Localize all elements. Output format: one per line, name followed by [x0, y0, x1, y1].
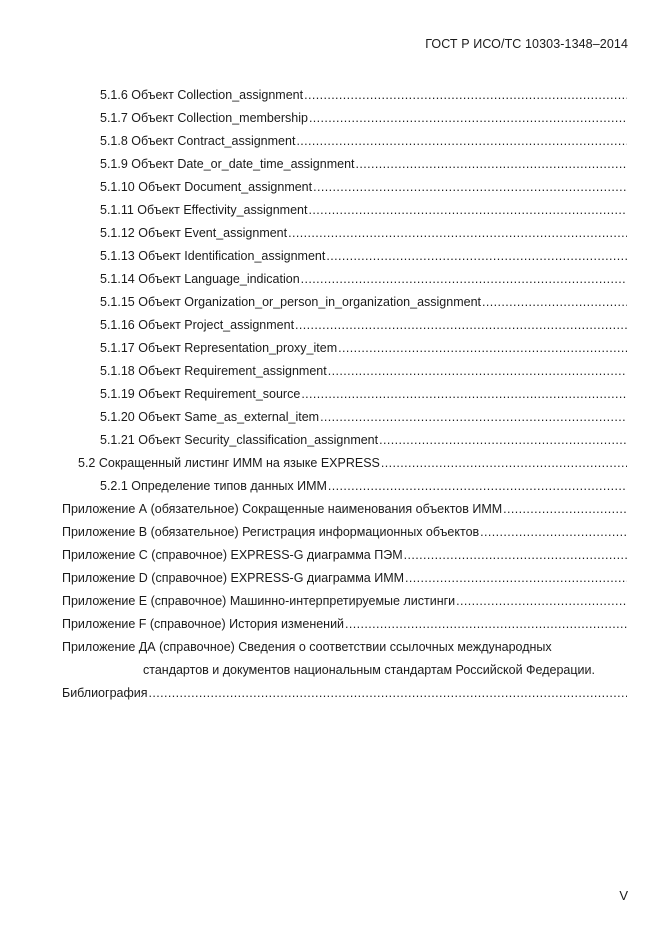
toc-entry[interactable]	[0, 176, 661, 199]
toc-entry-title: 5.1.11 Объект Effectivity_assignment	[100, 203, 308, 217]
toc-entry-title: Библиография	[62, 686, 148, 700]
toc-entry-title: Приложение D (справочное) EXPRESS-G диаграмма ИММ	[62, 571, 405, 585]
toc-entry-title: Приложение В (обязательное) Регистрация информационных объектов	[62, 525, 480, 539]
toc-entry-title: 5.1.20 Объект Same_as_external_item	[100, 410, 320, 424]
toc-entry[interactable]	[0, 613, 661, 636]
toc-entry[interactable]	[0, 245, 661, 268]
toc-entry[interactable]	[0, 475, 661, 498]
toc-entry-title: 5.1.14 Объект Language_indication	[100, 272, 300, 286]
toc-entry-title: 5.1.19 Объект Requirement_source	[100, 387, 301, 401]
toc-entry-title: Приложение F (справочное) История изменений	[62, 617, 345, 631]
toc-entry-title: 5.1.10 Объект Document_assignment	[100, 180, 313, 194]
dot-leader	[404, 544, 627, 567]
toc-entry[interactable]	[0, 337, 661, 360]
toc-entry[interactable]	[0, 84, 661, 107]
toc-entry[interactable]	[0, 107, 661, 130]
toc-entry[interactable]	[0, 521, 661, 544]
toc-entry-title: 5.1.16 Объект Project_assignment	[100, 318, 295, 332]
dot-leader	[338, 337, 627, 360]
toc-entry-title: 5.1.12 Объект Event_assignment	[100, 226, 288, 240]
toc-entry[interactable]	[0, 567, 661, 590]
toc-entry[interactable]	[0, 636, 661, 682]
toc-entry-title-continued: стандартов и документов национальным стандартам Российской Федерации.	[143, 663, 595, 677]
document-header: ГОСТ Р ИСО/ТС 10303-1348–2014	[425, 37, 628, 51]
dot-leader	[288, 222, 627, 245]
dot-leader	[149, 682, 627, 705]
dot-leader	[301, 268, 627, 291]
toc-entry-title: 5.1.13 Объект Identification_assignment	[100, 249, 326, 263]
dot-leader	[309, 107, 627, 130]
dot-leader	[456, 590, 627, 613]
toc-entry[interactable]	[0, 429, 661, 452]
dot-leader	[295, 314, 627, 337]
toc-entry-title: Приложение Е (справочное) Машинно-интерпретируемые листинги	[62, 594, 456, 608]
toc-entry-title: Приложение ДА (справочное) Сведения о соответствии ссылочных международных	[62, 640, 552, 654]
toc-entry[interactable]	[0, 406, 661, 429]
toc-entry[interactable]	[0, 153, 661, 176]
toc-entry-title: 5.1.21 Объект Security_classification_assignment	[100, 433, 379, 447]
toc-entry[interactable]	[0, 682, 661, 705]
toc-entry-title: 5.2 Сокращенный листинг ИММ на языке EXPRESS	[78, 456, 380, 470]
dot-leader	[326, 245, 627, 268]
toc-entry-title: 5.2.1 Определение типов данных ИММ	[100, 479, 327, 493]
toc-entry-title: 5.1.15 Объект Organization_or_person_in_organization_assignment	[100, 295, 481, 309]
page-number: V	[619, 888, 628, 903]
toc-entry[interactable]	[0, 590, 661, 613]
dot-leader	[328, 360, 627, 383]
dot-leader	[379, 429, 627, 452]
toc-entry-title: Приложение С (справочное) EXPRESS-G диаграмма ПЭМ	[62, 548, 403, 562]
dot-leader	[405, 567, 627, 590]
dot-leader	[381, 452, 627, 475]
toc-entry[interactable]	[0, 360, 661, 383]
toc-entry-title: 5.1.8 Объект Contract_assignment	[100, 134, 296, 148]
dot-leader	[308, 199, 627, 222]
toc-entry[interactable]	[0, 222, 661, 245]
dot-leader	[482, 291, 627, 314]
dot-leader	[328, 475, 627, 498]
toc-entry[interactable]	[0, 452, 661, 475]
toc-entry[interactable]	[0, 544, 661, 567]
dot-leader	[296, 130, 627, 153]
toc-entry[interactable]	[0, 291, 661, 314]
toc-entry-title: 5.1.7 Объект Collection_membership	[100, 111, 308, 125]
dot-leader	[503, 498, 627, 521]
toc-entry-title: Приложение А (обязательное) Сокращенные наименования объектов ИММ	[62, 502, 503, 516]
toc-entry[interactable]	[0, 498, 661, 521]
toc-entry[interactable]	[0, 130, 661, 153]
dot-leader	[301, 383, 627, 406]
table-of-contents	[0, 84, 661, 705]
dot-leader	[345, 613, 627, 636]
toc-entry[interactable]	[0, 383, 661, 406]
toc-entry[interactable]	[0, 199, 661, 222]
toc-entry[interactable]	[0, 268, 661, 291]
toc-entry-title: 5.1.9 Объект Date_or_date_time_assignment	[100, 157, 355, 171]
dot-leader	[320, 406, 627, 429]
toc-entry-title: 5.1.18 Объект Requirement_assignment	[100, 364, 327, 378]
dot-leader	[480, 521, 627, 544]
dot-leader	[356, 153, 627, 176]
toc-entry-title: 5.1.17 Объект Representation_proxy_item	[100, 341, 338, 355]
toc-entry-title: 5.1.6 Объект Collection_assignment	[100, 88, 304, 102]
toc-entry[interactable]	[0, 314, 661, 337]
dot-leader	[304, 84, 627, 107]
dot-leader	[313, 176, 627, 199]
